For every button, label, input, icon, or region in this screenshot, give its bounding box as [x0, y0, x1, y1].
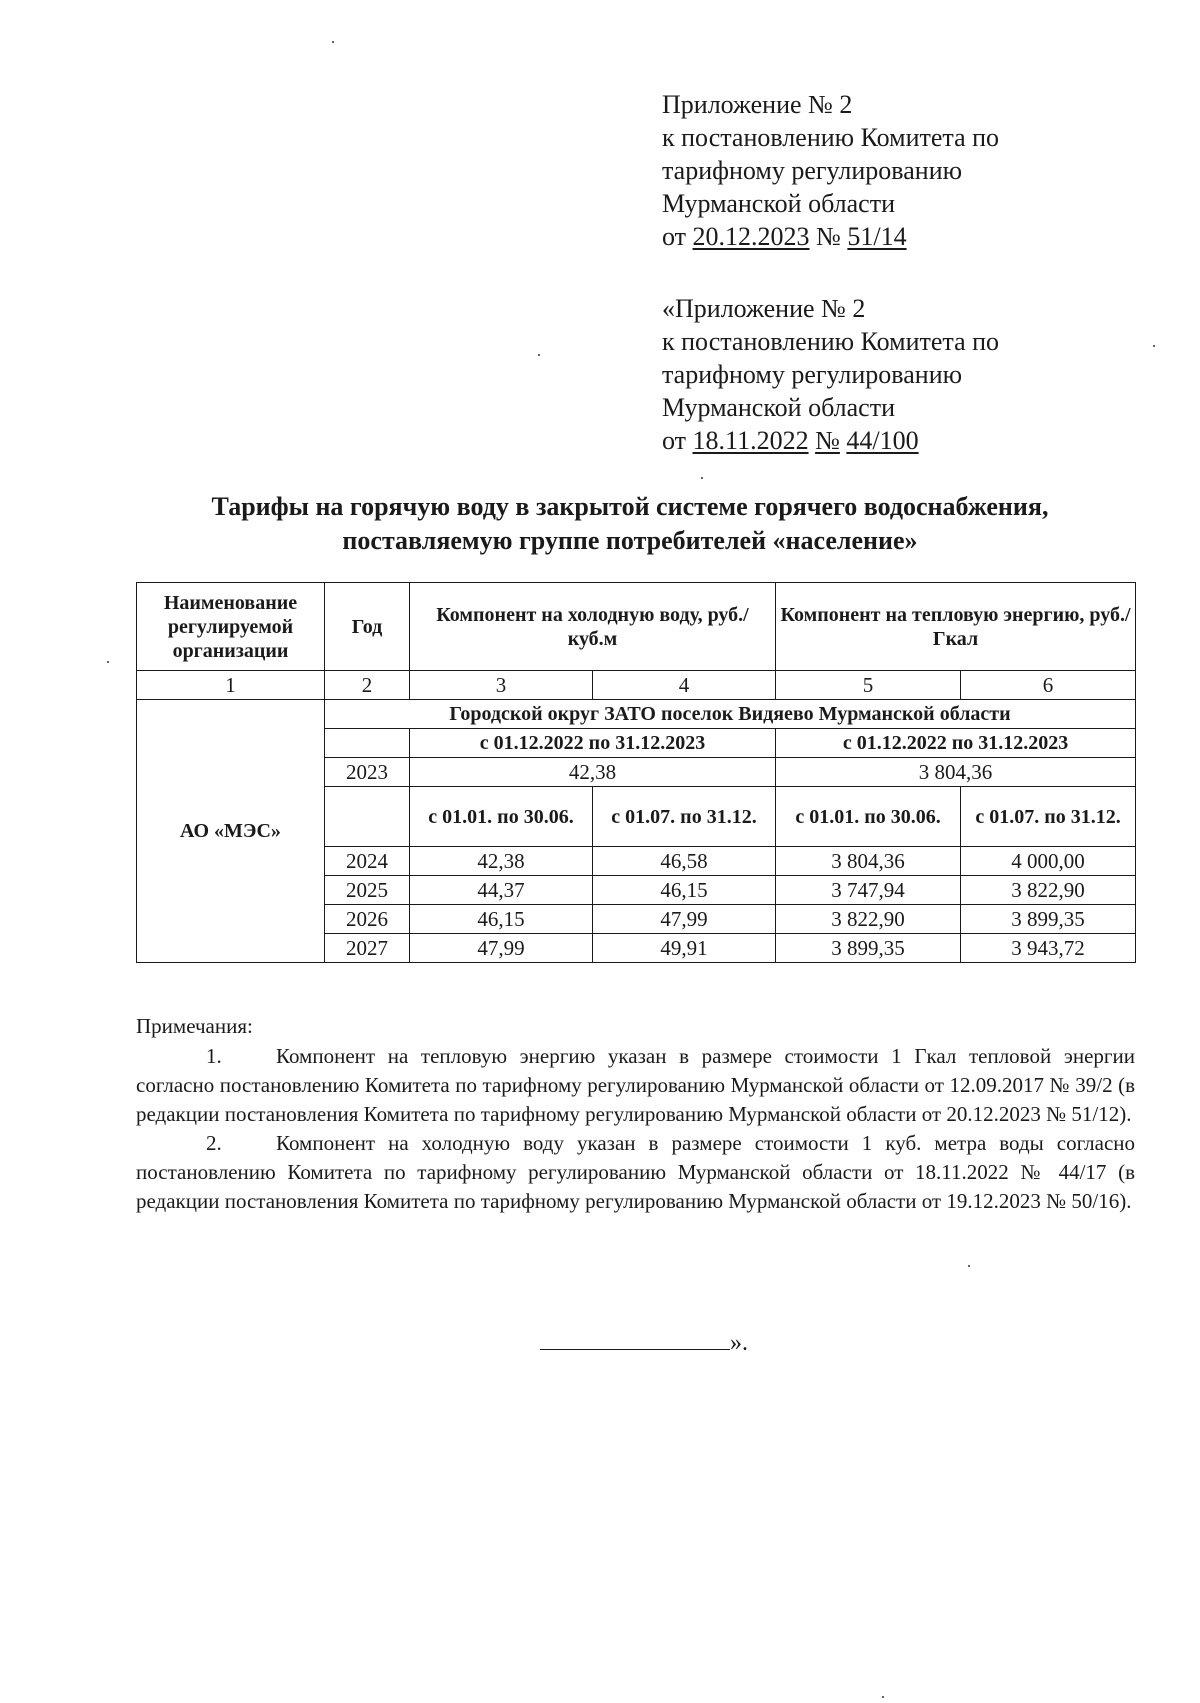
header-organization: Наименование регулируемой организации [137, 583, 325, 671]
period-heat-energy: с 01.12.2022 по 31.12.2023 [776, 729, 1136, 758]
note-text: Компонент на тепловую энергию указан в размере стоимости 1 Гкал тепловой энергии согласно постановлению Комитета по тарифному регулированию Мурманской области от 12.09.2017 № 39/2 (в редакции постановления Комитета по тарифному регулированию Мурманской области от 20.12.2023 № 51/12). [136, 1044, 1135, 1126]
notes-label: Примечания: [136, 1014, 253, 1038]
appendix-line: к постановлению Комитета по [662, 123, 1000, 152]
tariff-cold-2023: 42,38 [410, 758, 776, 787]
appendix-number: 51/14 [847, 222, 907, 251]
title-line: Тарифы на горячую воду в закрытой системе горячего водоснабжения, [211, 492, 1049, 521]
year-cell: 2027 [325, 934, 410, 963]
tariff-cell: 46,15 [410, 905, 593, 934]
empty-year-cell [325, 729, 410, 758]
appendix-line: Приложение № 2 [662, 90, 853, 119]
appendix-prefix: от [662, 222, 687, 251]
scan-speck [882, 1696, 884, 1698]
column-number: 6 [961, 671, 1136, 700]
appendix-prefix: от [662, 426, 687, 455]
tariff-cell: 3 822,90 [961, 876, 1136, 905]
tariff-cell: 3 804,36 [776, 847, 961, 876]
note-number: 1. [206, 1044, 222, 1068]
half-year-header: с 01.01. по 30.06. [776, 787, 961, 847]
document-title [130, 490, 1130, 558]
year-cell: 2026 [325, 905, 410, 934]
appendix-date: 18.11.2022 [692, 426, 809, 455]
year-cell: 2025 [325, 876, 410, 905]
half-year-header: с 01.01. по 30.06. [410, 787, 593, 847]
empty-year-cell [325, 787, 410, 847]
appendix-date-line [662, 220, 999, 253]
tariff-heat-2023: 3 804,36 [776, 758, 1136, 787]
tariff-cell: 47,99 [593, 905, 776, 934]
column-number: 1 [137, 671, 325, 700]
tariff-table [136, 582, 1136, 963]
closing-mark [540, 1330, 748, 1357]
tariff-cell: 47,99 [410, 934, 593, 963]
tariff-cell: 44,37 [410, 876, 593, 905]
tariff-cell: 46,15 [593, 876, 776, 905]
note-number: 2. [206, 1131, 222, 1155]
scan-speck [1153, 345, 1155, 347]
appendix-line: Мурманской области [662, 189, 895, 218]
tariff-cell: 3 943,72 [961, 934, 1136, 963]
period-cold-water: с 01.12.2022 по 31.12.2023 [410, 729, 776, 758]
half-year-header: с 01.07. по 31.12. [961, 787, 1136, 847]
appendix-line: тарифному регулированию [662, 156, 963, 185]
note-item [136, 1129, 1135, 1216]
year-cell: 2023 [325, 758, 410, 787]
column-number: 5 [776, 671, 961, 700]
scan-speck [968, 1265, 970, 1267]
half-year-header: с 01.07. по 31.12. [593, 787, 776, 847]
appendix-previous-header [662, 292, 999, 457]
signature-line [540, 1349, 730, 1350]
appendix-date-line [662, 424, 999, 457]
appendix-date: 20.12.2023 [692, 222, 810, 251]
appendix-number-sign: № [816, 222, 841, 251]
appendix-current-header [662, 88, 999, 253]
tariff-cell: 49,91 [593, 934, 776, 963]
tariff-cell: 4 000,00 [961, 847, 1136, 876]
note-item [136, 1042, 1135, 1129]
title-line: поставляемую группе потребителей «население» [342, 526, 918, 555]
tariff-cell: 3 747,94 [776, 876, 961, 905]
scan-speck [332, 41, 334, 43]
note-text: Компонент на холодную воду указан в размере стоимости 1 куб. метра воды согласно постановлению Комитета по тарифному регулированию Мурманской области от 18.11.2022 № 44/17 (в редакции постановления Комитета по тарифному регулированию Мурманской области от 19.12.2023 № 50/16). [136, 1131, 1135, 1213]
tariff-cell: 46,58 [593, 847, 776, 876]
column-number: 3 [410, 671, 593, 700]
appendix-line: тарифному регулированию [662, 360, 963, 389]
tariff-cell: 42,38 [410, 847, 593, 876]
region-row: Городской округ ЗАТО поселок Видяево Мурманской области [325, 700, 1136, 729]
tariff-cell: 3 899,35 [776, 934, 961, 963]
appendix-line: «Приложение № 2 [662, 294, 866, 323]
appendix-number-sign: № [815, 426, 840, 455]
header-year: Год [325, 583, 410, 671]
header-cold-water-component: Компонент на холодную воду, руб./куб.м [410, 583, 776, 671]
year-cell: 2024 [325, 847, 410, 876]
appendix-line: к постановлению Комитета по [662, 327, 1000, 356]
tariff-cell: 3 822,90 [776, 905, 961, 934]
column-number: 2 [325, 671, 410, 700]
column-number: 4 [593, 671, 776, 700]
scan-speck [538, 354, 540, 356]
organization-name: АО «МЭС» [137, 700, 325, 963]
scan-speck [107, 661, 109, 663]
tariff-cell: 3 899,35 [961, 905, 1136, 934]
appendix-number: 44/100 [846, 426, 919, 455]
scan-speck [701, 477, 703, 479]
header-heat-energy-component: Компонент на тепловую энергию, руб./Гкал [776, 583, 1136, 671]
closing-quote: ». [730, 1330, 748, 1356]
notes-section [136, 1012, 1135, 1216]
appendix-line: Мурманской области [662, 393, 895, 422]
